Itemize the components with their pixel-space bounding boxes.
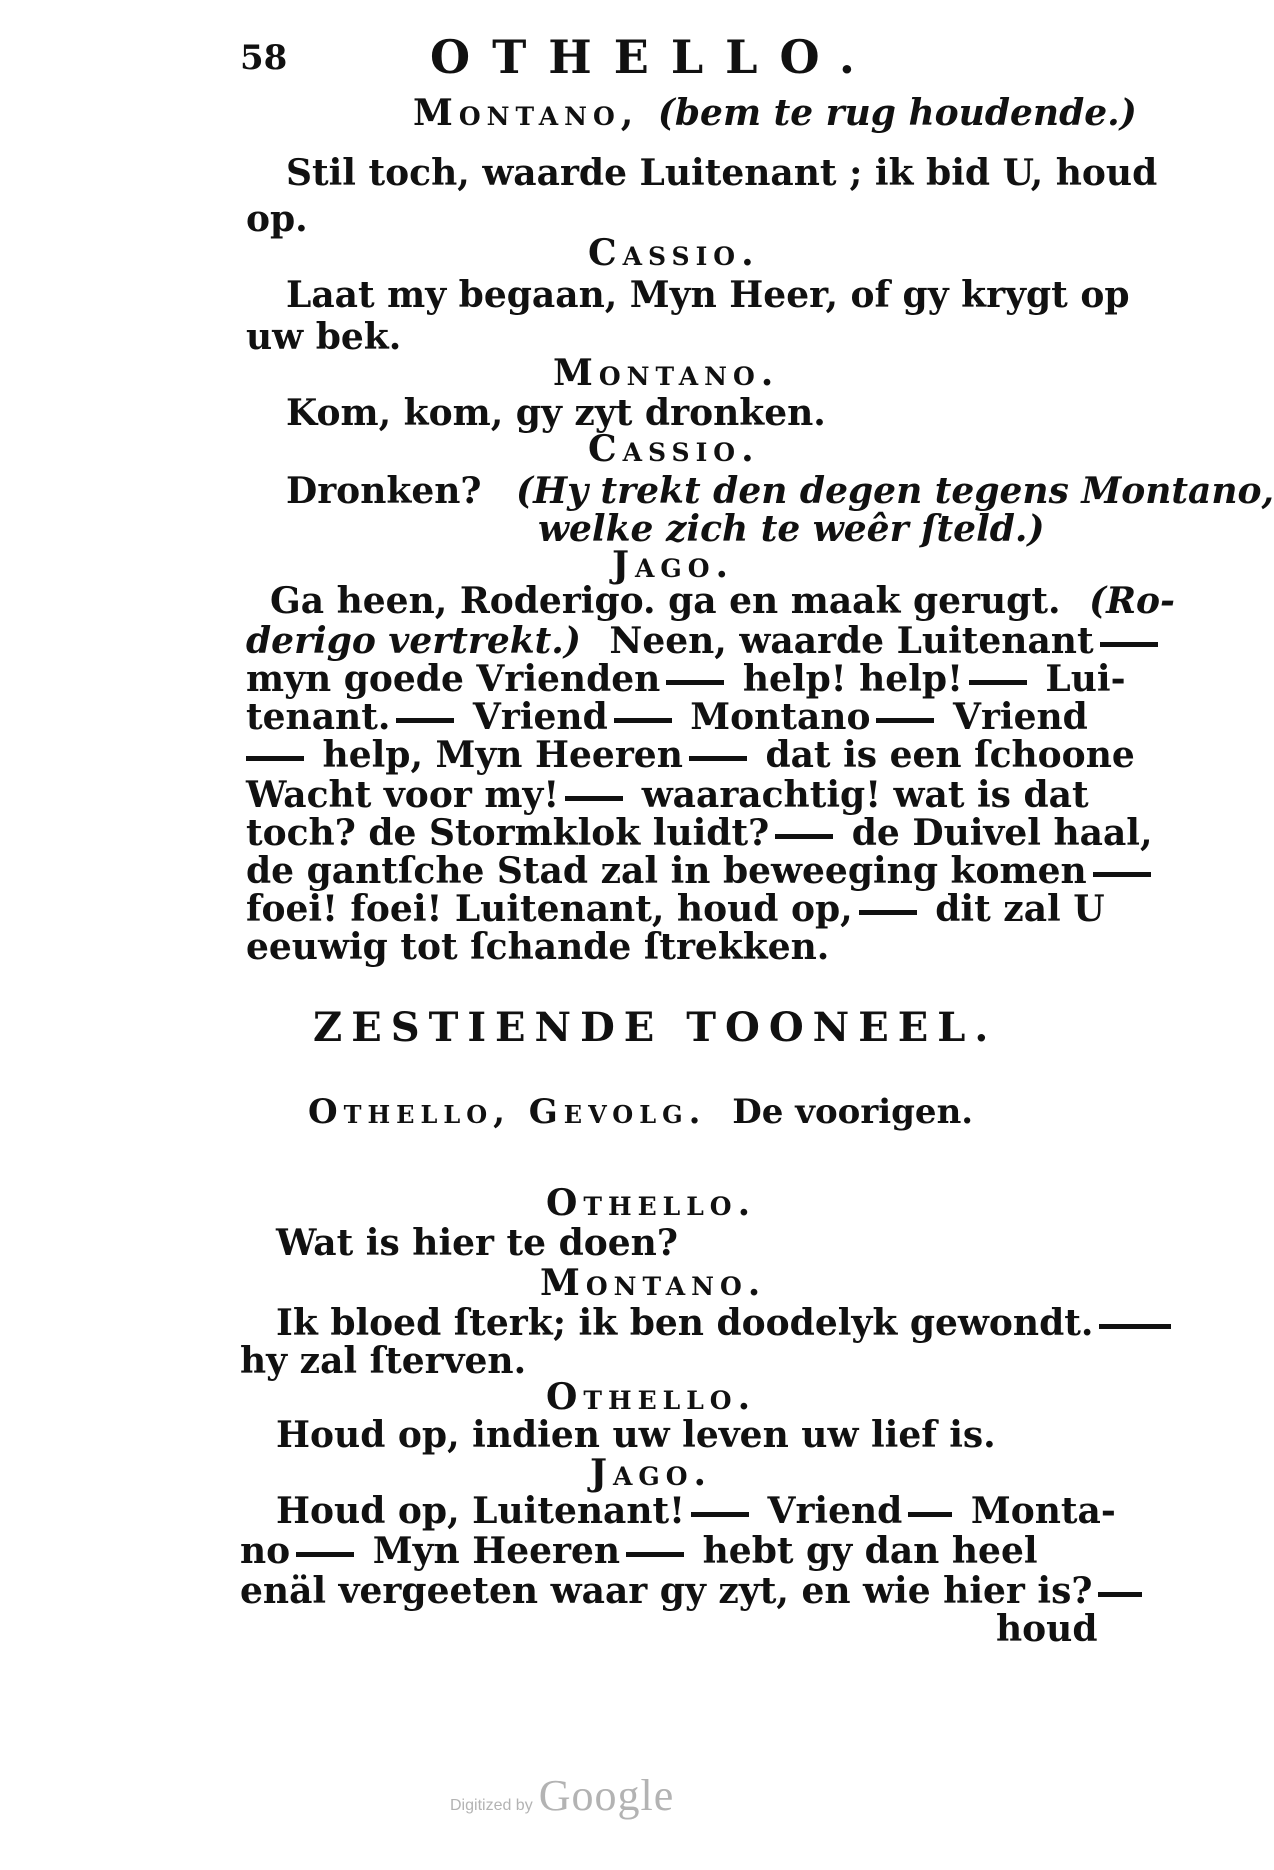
dialogue-line: Houd op, indien uw leven uw lief is.	[276, 1414, 996, 1456]
dialogue-line: no Myn Heeren hebt gy dan heel	[240, 1530, 1038, 1572]
dialogue-line: enäl vergeeten waar gy zyt, en wie hier is?	[240, 1570, 1148, 1612]
speaker-name: Montano, (bem te rug houdende.)	[413, 92, 1137, 134]
stage-direction: derigo vertrekt.)	[246, 620, 581, 662]
dash	[859, 910, 917, 915]
dialogue-line: de gantſche Stad zal in beweeging komen	[246, 850, 1157, 892]
speaker-name: Cassio.	[588, 232, 760, 274]
stage-direction: (Ro-	[1089, 580, 1175, 622]
speaker-name: Cassio.	[588, 428, 760, 470]
running-title: OTHELLO.	[430, 30, 877, 84]
scene-title: ZESTIENDE TOONEEL.	[313, 1004, 998, 1051]
dialogue-line: Dronken? (Hy trekt den degen tegens Montano,	[286, 470, 1274, 512]
dialogue-line: Laat my begaan, Myn Heer, of gy krygt op	[286, 274, 1130, 316]
speaker-name: Othello.	[546, 1376, 757, 1418]
dialogue-line: help, Myn Heeren dat is een ſchoone	[246, 734, 1135, 776]
dialogue-line: foei! foei! Luitenant, houd op, dit zal U	[246, 888, 1105, 930]
dialogue-line: toch? de Stormklok luidt? de Duivel haal,	[246, 812, 1153, 854]
dialogue-line: Ga heen, Roderigo. ga en maak gerugt. (Ro-	[270, 580, 1175, 622]
speaker-name: Jago.	[590, 1452, 713, 1494]
scene-cast: Othello, Gevolg. De voorigen.	[308, 1092, 974, 1132]
speaker-name: Jago.	[612, 544, 735, 586]
speaker-name: Montano.	[540, 1262, 767, 1304]
stage-direction: (Hy trekt den degen tegens Montano,	[516, 470, 1274, 512]
dash	[876, 718, 934, 723]
dialogue-line: myn goede Vrienden help! help! Lui-	[246, 658, 1126, 700]
dash	[1098, 1592, 1142, 1597]
dash	[775, 834, 833, 839]
dialogue-line: eeuwig tot ſchande ſtrekken.	[246, 926, 830, 968]
dialogue-line: Ik bloed ſterk; ik ben doodelyk gewondt.	[276, 1302, 1177, 1344]
digitized-watermark: Digitized by Google	[450, 1771, 675, 1820]
dash	[246, 756, 304, 761]
google-logo: Google	[538, 1771, 675, 1820]
dialogue-line: Wacht voor my! waarachtig! wat is dat	[246, 774, 1089, 816]
speaker-name: Othello.	[546, 1182, 757, 1224]
dash	[666, 680, 724, 685]
dash	[969, 680, 1027, 685]
dialogue-line: Stil toch, waarde Luitenant ; ik bid U, houd	[286, 152, 1158, 194]
dash	[689, 756, 747, 761]
dash	[626, 1552, 684, 1557]
dash	[691, 1512, 749, 1517]
speaker-name: Montano.	[553, 352, 780, 394]
dash	[565, 796, 623, 801]
dash	[296, 1552, 354, 1557]
dialogue-line: Kom, kom, gy zyt dronken.	[286, 392, 826, 434]
dash	[1093, 872, 1151, 877]
dialogue-line: Wat is hier te doen?	[276, 1222, 678, 1264]
dialogue-line: hy zal ſterven.	[240, 1340, 527, 1382]
dialogue-line: tenant. Vriend Montano Vriend	[246, 696, 1088, 738]
dialogue-line: Houd op, Luitenant! Vriend Monta-	[276, 1490, 1116, 1532]
dash	[908, 1512, 952, 1517]
page-number: 58	[240, 38, 288, 78]
dialogue-line: op.	[246, 198, 308, 240]
dash	[1100, 642, 1158, 647]
dialogue-line: uw bek.	[246, 316, 402, 358]
dash	[396, 718, 454, 723]
dash	[614, 718, 672, 723]
stage-direction: welke zich te weêr ſteld.)	[538, 508, 1045, 550]
catchword: houd	[996, 1608, 1098, 1650]
dash	[1099, 1324, 1171, 1329]
dialogue-line: derigo vertrekt.) Neen, waarde Luitenant	[246, 620, 1164, 662]
stage-direction: (bem te rug houdende.)	[657, 92, 1137, 134]
